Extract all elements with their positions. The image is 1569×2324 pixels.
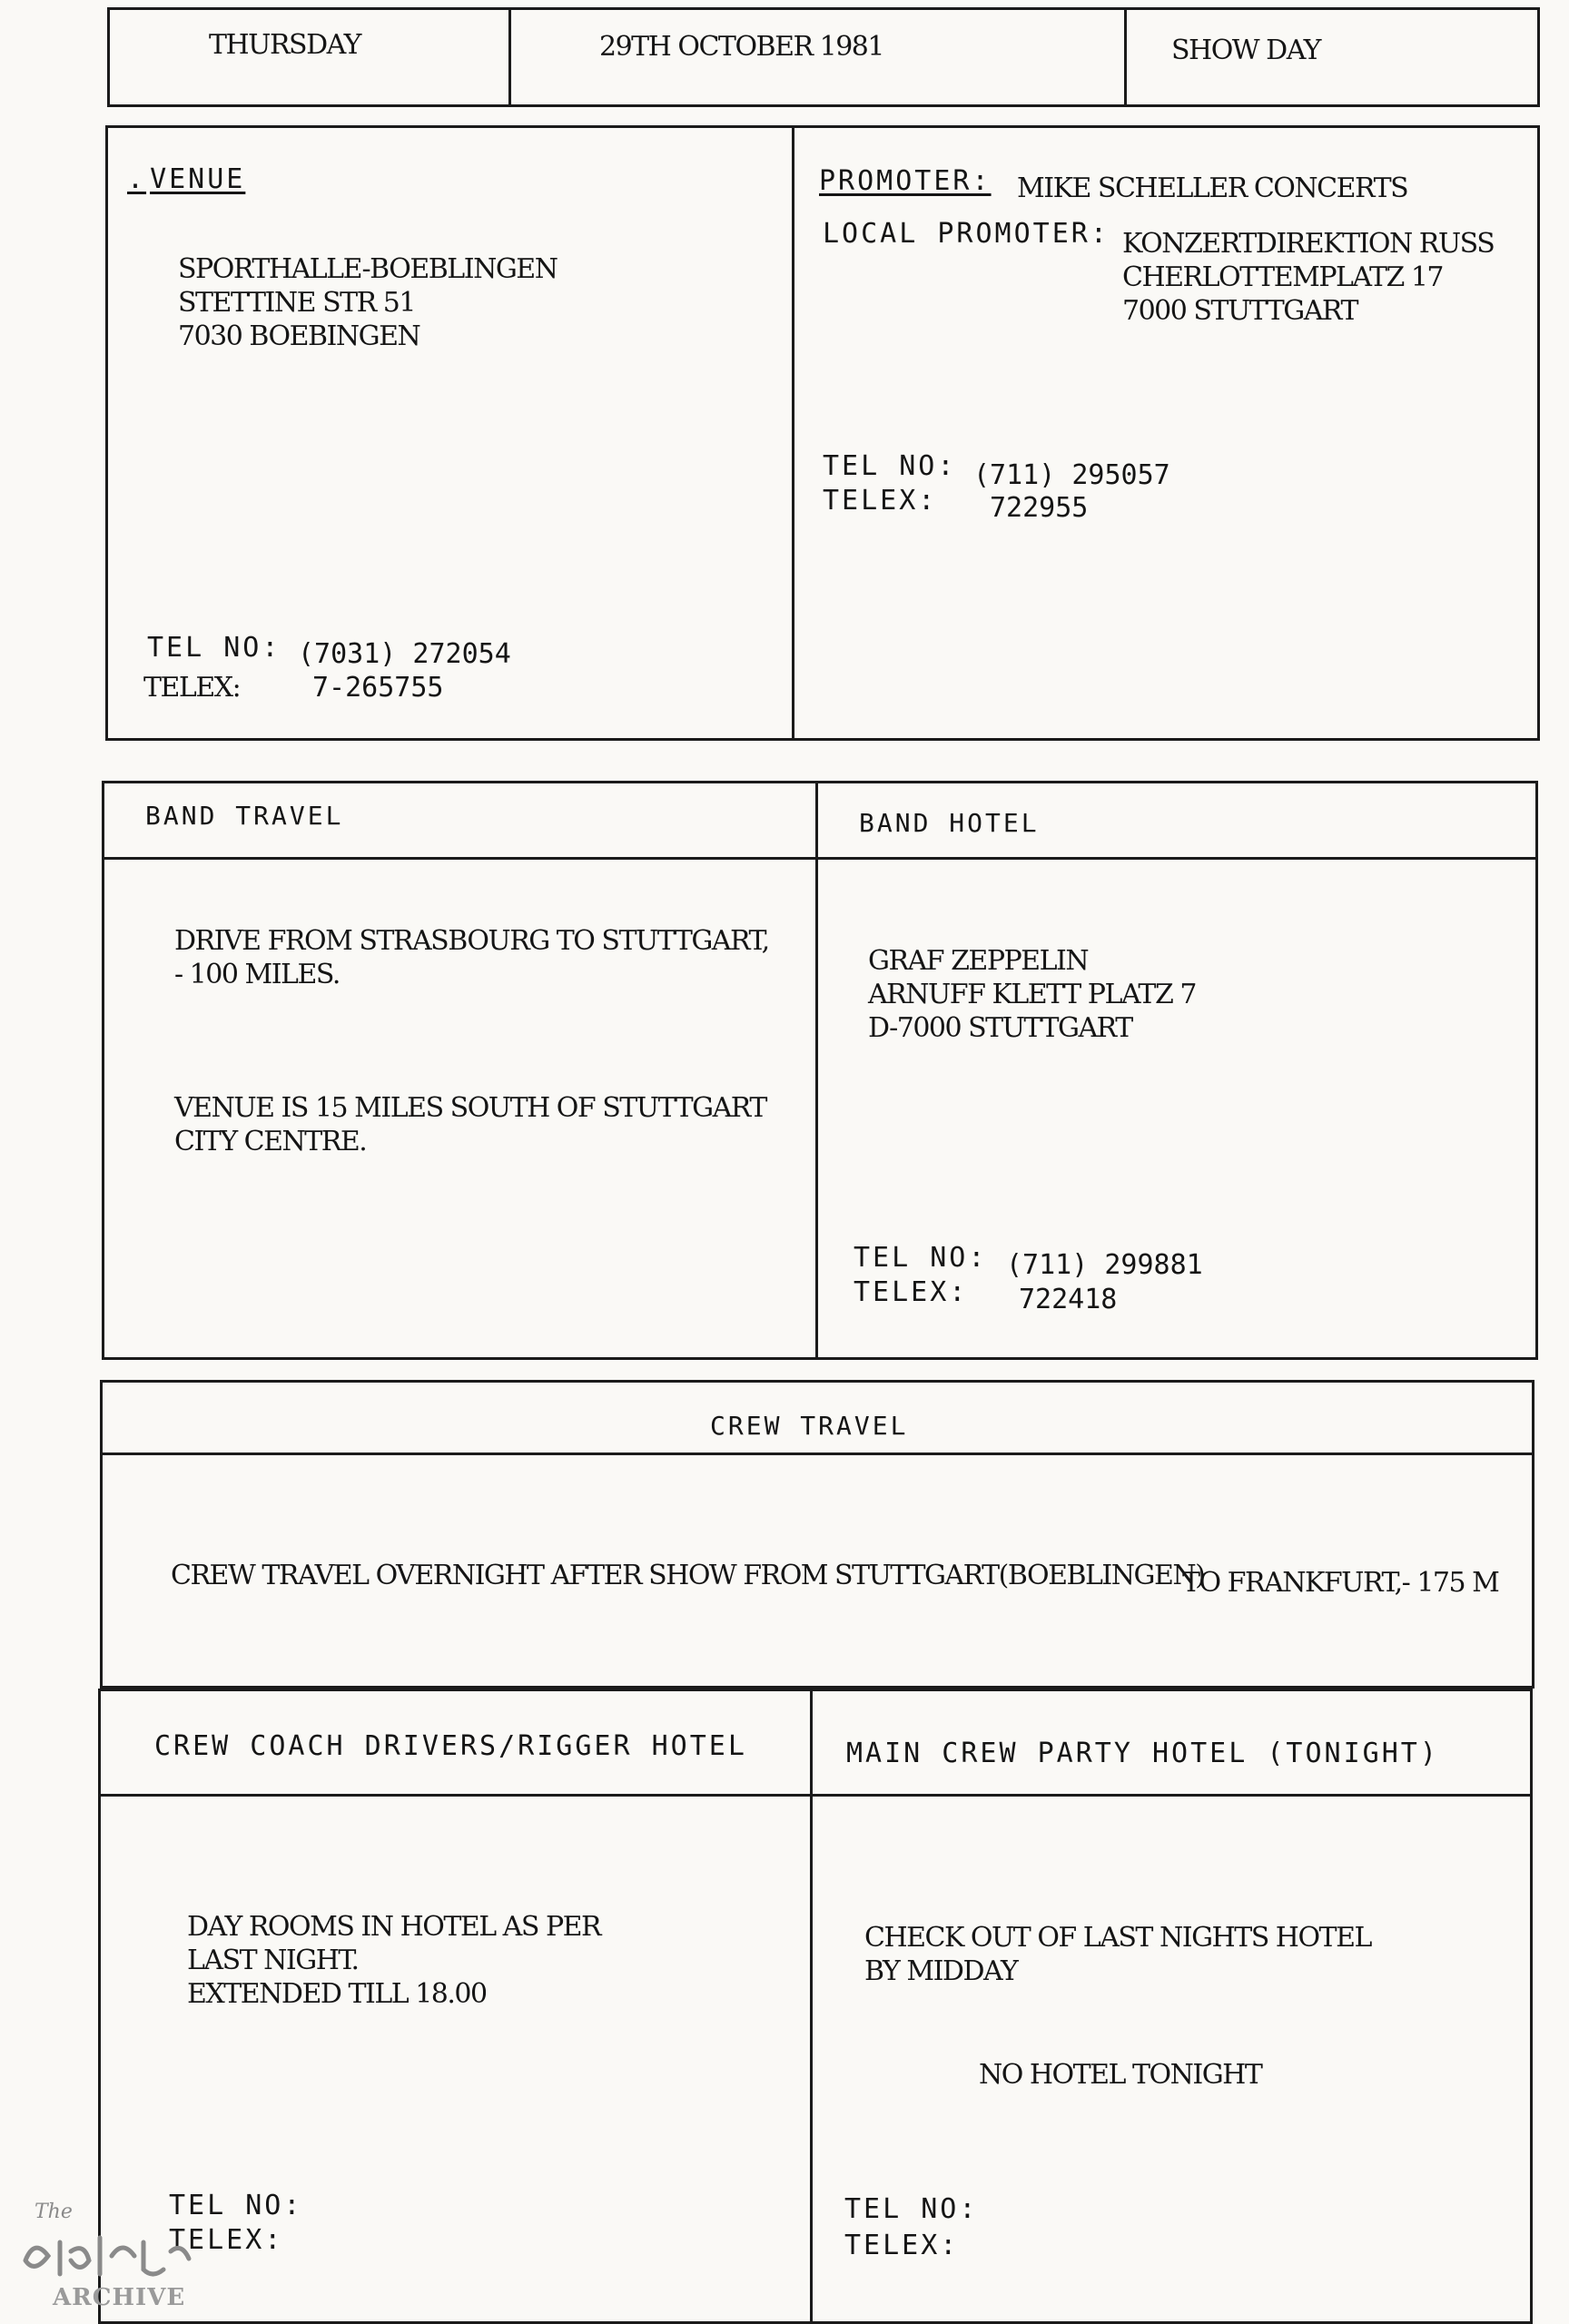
venue-address-line: STETTINE STR 51 — [178, 287, 415, 319]
venue-telex-label: TELEX: — [143, 672, 241, 704]
local-promoter-line: KONZERTDIREKTION RUSS — [1122, 228, 1495, 260]
band-travel-line: VENUE IS 15 MILES SOUTH OF STUTTGART — [174, 1092, 766, 1124]
crew-travel-text-end: TO FRANKFURT,- 175 M — [1182, 1567, 1499, 1599]
band-hotel-line: D-7000 STUTTGART — [868, 1012, 1132, 1044]
band-travel-text — [174, 924, 769, 1158]
local-promoter-label: LOCAL PROMOTER: — [823, 218, 1110, 250]
main-crew-text — [864, 1921, 1371, 1988]
band-travel-line: CITY CENTRE. — [174, 1126, 367, 1157]
crew-coach-text — [187, 1910, 600, 2011]
venue-tel: (7031) 272054 — [298, 638, 511, 670]
crew-coach-line: EXTENDED TILL 18.00 — [187, 1978, 487, 2010]
crew-coach-telex-label: TELEX: — [169, 2224, 284, 2256]
promoter-telex-label: TELEX: — [823, 485, 938, 517]
band-hotel-telex: 722418 — [1019, 1284, 1118, 1315]
crew-coach-title: CREW COACH DRIVERS/RIGGER HOTEL — [154, 1730, 747, 1762]
promoter-tel-label: TEL NO: — [823, 450, 957, 482]
crew-travel-header-rule — [100, 1452, 1534, 1455]
band-hotel-line: ARNUFF KLETT PLATZ 7 — [868, 979, 1196, 1010]
main-crew-tel-label: TEL NO: — [844, 2193, 979, 2225]
band-hotel-tel-label: TEL NO: — [854, 1242, 988, 1274]
venue-address-line: SPORTHALLE-BOEBLINGEN — [178, 253, 558, 285]
promoter-tel: (711) 295057 — [973, 459, 1170, 491]
promoter-label: PROMOTER: — [819, 165, 992, 197]
main-crew-title: MAIN CREW PARTY HOTEL (TONIGHT) — [846, 1738, 1439, 1769]
venue-promoter-divider — [792, 125, 794, 741]
promoter-telex: 722955 — [990, 492, 1089, 524]
crew-hotels-header-rule — [98, 1794, 1533, 1797]
venue-tel-label: TEL NO: — [147, 632, 281, 664]
archive-watermark — [16, 2201, 198, 2319]
band-travel-title: BAND TRAVEL — [145, 801, 344, 831]
crew-coach-line: DAY ROOMS IN HOTEL AS PER — [187, 1911, 601, 1943]
venue-telex: 7-265755 — [312, 672, 444, 704]
band-hotel-telex-label: TELEX: — [854, 1276, 969, 1308]
crew-coach-line: LAST NIGHT. — [187, 1945, 359, 1976]
header-day: THURSDAY — [209, 29, 360, 61]
band-header-rule — [102, 857, 1538, 860]
venue-address-line: 7030 BOEBINGEN — [178, 320, 420, 352]
local-promoter-line: CHERLOTTEMPLATZ 17 — [1122, 261, 1444, 293]
band-hotel-line: GRAF ZEPPELIN — [868, 945, 1089, 977]
watermark-the: The — [35, 2201, 73, 2223]
main-crew-line: CHECK OUT OF LAST NIGHTS HOTEL — [864, 1922, 1371, 1954]
local-promoter-address — [1122, 227, 1494, 328]
main-crew-telex-label: TELEX: — [844, 2230, 960, 2261]
main-crew-note: NO HOTEL TONIGHT — [979, 2059, 1262, 2091]
band-hotel-title: BAND HOTEL — [859, 808, 1040, 838]
crew-travel-title: CREW TRAVEL — [710, 1411, 909, 1441]
header-divider-2 — [1124, 7, 1127, 107]
band-divider — [815, 781, 818, 1360]
watermark-archive: ARCHIVE — [53, 2284, 186, 2311]
main-crew-line: BY MIDDAY — [864, 1955, 1018, 1987]
venue-address — [178, 252, 557, 353]
band-travel-line: - 100 MILES. — [174, 959, 340, 990]
venue-label: . VENUE — [127, 163, 246, 195]
crew-travel-text: CREW TRAVEL OVERNIGHT AFTER SHOW FROM STUTTGART(BOEBLINGEN) — [171, 1560, 1205, 1591]
watermark-logo-icon — [16, 2224, 198, 2288]
header-divider-1 — [508, 7, 511, 107]
promoter-name: MIKE SCHELLER CONCERTS — [1017, 172, 1408, 204]
crew-hotels-divider — [810, 1689, 813, 2324]
band-hotel-address — [868, 944, 1196, 1045]
venue-label-text: VENUE — [150, 163, 246, 195]
band-travel-line: DRIVE FROM STRASBOURG TO STUTTGART, — [174, 925, 769, 957]
header-show-type: SHOW DAY — [1171, 34, 1320, 66]
local-promoter-line: 7000 STUTTGART — [1122, 295, 1358, 327]
crew-coach-tel-label: TEL NO: — [169, 2190, 303, 2221]
header-date: 29TH OCTOBER 1981 — [599, 31, 883, 63]
band-hotel-tel: (711) 299881 — [1006, 1249, 1203, 1281]
